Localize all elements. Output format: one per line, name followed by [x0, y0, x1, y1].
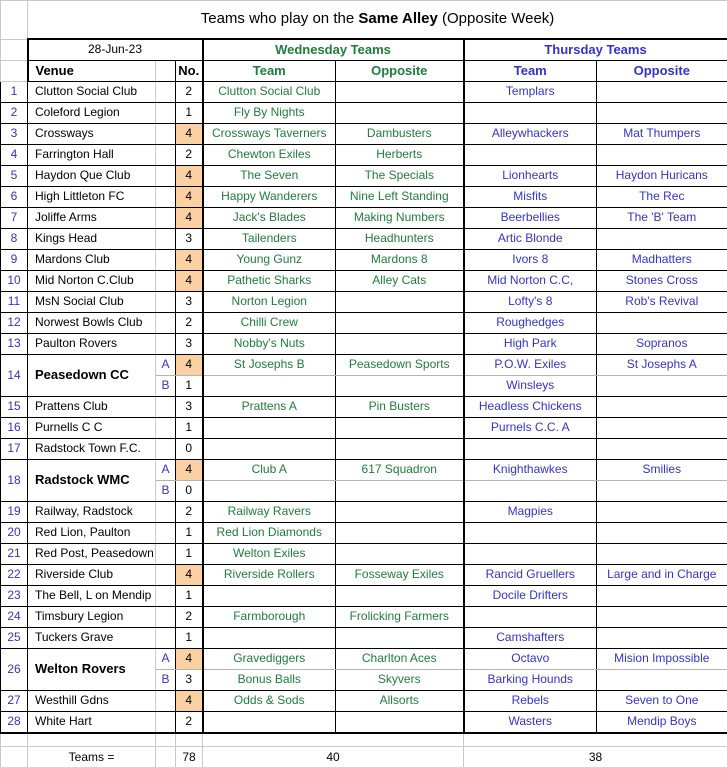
wed-opposite-cell[interactable] [336, 292, 464, 313]
wed-team-cell[interactable]: The Seven [203, 166, 336, 187]
ab-cell[interactable] [156, 439, 176, 460]
ab-cell[interactable] [156, 292, 176, 313]
thu-team-cell[interactable]: Rancid Gruellers [464, 565, 597, 586]
venue-cell[interactable]: Joliffe Arms [28, 208, 156, 229]
thu-opposite-cell[interactable]: Stones Cross [597, 271, 727, 292]
wed-team-cell[interactable]: Pathetic Sharks [203, 271, 336, 292]
wed-opposite-cell[interactable]: Pin Busters [336, 397, 464, 418]
venue-cell[interactable]: Radstock WMC [28, 460, 156, 502]
totals-gutter [1, 747, 28, 767]
no-cell[interactable]: 3 [176, 670, 203, 691]
thu-opposite-cell[interactable] [597, 397, 727, 418]
table-row [1, 586, 727, 607]
no-cell[interactable]: 3 [176, 229, 203, 250]
row-number[interactable]: 9 [1, 250, 28, 271]
thu-team-cell[interactable] [464, 523, 597, 544]
row-number[interactable]: 8 [1, 229, 28, 250]
wed-team-cell[interactable] [203, 376, 336, 397]
thu-opposite-cell[interactable]: Large and in Charge [597, 565, 727, 586]
wed-opposite-header[interactable]: Opposite [336, 61, 464, 82]
thu-team-header[interactable]: Team [464, 61, 597, 82]
wed-opposite-cell[interactable]: The Specials [336, 166, 464, 187]
thu-team-cell[interactable]: Alleywhackers [464, 124, 597, 145]
row-number[interactable]: 26 [1, 649, 28, 691]
no-cell[interactable]: 2 [176, 712, 203, 734]
no-cell[interactable]: 0 [176, 439, 203, 460]
venue-cell[interactable]: Red Post, Peasedown [28, 544, 156, 565]
venue-cell[interactable]: Prattens Club [28, 397, 156, 418]
table-row [1, 355, 727, 376]
no-cell[interactable]: 1 [176, 418, 203, 439]
no-cell[interactable]: 4 [176, 691, 203, 712]
thu-opposite-cell[interactable] [597, 502, 727, 523]
row-number[interactable]: 1 [1, 82, 28, 103]
title-suffix: (Opposite Week) [437, 10, 555, 28]
spacer-cell [176, 733, 203, 747]
wed-team-cell[interactable] [203, 586, 336, 607]
thu-opposite-cell[interactable] [597, 523, 727, 544]
wed-opposite-cell[interactable]: Alley Cats [336, 271, 464, 292]
thu-team-cell[interactable] [464, 103, 597, 124]
wed-opposite-cell[interactable] [336, 334, 464, 355]
thu-team-cell[interactable] [464, 439, 597, 460]
title-gutter [1, 1, 28, 40]
thu-opposite-cell[interactable]: St Josephs A [597, 355, 727, 376]
thu-team-cell[interactable]: Camshafters [464, 628, 597, 649]
ab-cell[interactable] [156, 166, 176, 187]
spacer-cell [28, 733, 156, 747]
wed-team-cell[interactable]: Railway Ravers [203, 502, 336, 523]
wed-team-cell[interactable] [203, 712, 336, 734]
thu-team-cell[interactable]: Artic Blonde [464, 229, 597, 250]
venue-cell[interactable]: Welton Rovers [28, 649, 156, 691]
wed-opposite-cell[interactable]: Making Numbers [336, 208, 464, 229]
wed-opposite-cell[interactable] [336, 502, 464, 523]
row-number[interactable]: 24 [1, 607, 28, 628]
wed-opposite-cell[interactable]: Frolicking Farmers [336, 607, 464, 628]
title-bold-part: Same Alley [358, 10, 438, 28]
wed-team-cell[interactable]: Prattens A [203, 397, 336, 418]
no-cell[interactable]: 3 [176, 292, 203, 313]
table-row [1, 691, 727, 712]
table-row [1, 565, 727, 586]
thu-team-cell[interactable]: Headless Chickens [464, 397, 597, 418]
venue-cell[interactable]: The Bell, L on Mendip [28, 586, 156, 607]
table-row [1, 124, 727, 145]
totals-no[interactable]: 78 [176, 747, 203, 767]
thu-team-cell[interactable]: Knighthawkes [464, 460, 597, 481]
ab-cell[interactable] [156, 712, 176, 734]
no-header[interactable]: No. [176, 61, 203, 82]
thu-opposite-cell[interactable] [597, 376, 727, 397]
wed-opposite-cell[interactable] [336, 82, 464, 103]
thursday-header[interactable]: Thursday Teams [464, 39, 727, 61]
thu-opposite-cell[interactable] [597, 103, 727, 124]
wed-opposite-cell[interactable] [336, 439, 464, 460]
ab-cell[interactable] [156, 313, 176, 334]
thu-team-cell[interactable]: Mid Norton C.C, [464, 271, 597, 292]
totals-wednesday[interactable]: 40 [203, 747, 464, 767]
ab-cell[interactable] [156, 208, 176, 229]
venue-cell[interactable]: Radstock Town F.C. [28, 439, 156, 460]
row-number[interactable]: 23 [1, 586, 28, 607]
thu-opposite-cell[interactable] [597, 439, 727, 460]
venue-cell[interactable]: Mid Norton C.Club [28, 271, 156, 292]
wed-opposite-cell[interactable]: Headhunters [336, 229, 464, 250]
ab-cell[interactable] [156, 586, 176, 607]
ab-cell[interactable] [156, 544, 176, 565]
wed-opposite-cell[interactable] [336, 481, 464, 502]
no-cell[interactable]: 2 [176, 145, 203, 166]
row-number[interactable]: 22 [1, 565, 28, 586]
no-cell[interactable]: 2 [176, 607, 203, 628]
thu-opposite-cell[interactable]: Haydon Huricans [597, 166, 727, 187]
table-row [1, 502, 727, 523]
row-number[interactable]: 2 [1, 103, 28, 124]
ab-cell[interactable] [156, 145, 176, 166]
thu-opposite-cell[interactable] [597, 628, 727, 649]
thu-team-cell[interactable] [464, 544, 597, 565]
wed-opposite-cell[interactable] [336, 544, 464, 565]
row-number[interactable]: 10 [1, 271, 28, 292]
wed-team-cell[interactable] [203, 439, 336, 460]
thu-team-cell[interactable]: P.O.W. Exiles [464, 355, 597, 376]
thu-team-cell[interactable]: Roughedges [464, 313, 597, 334]
no-cell[interactable]: 4 [176, 124, 203, 145]
venue-cell[interactable]: Norwest Bowls Club [28, 313, 156, 334]
wed-team-cell[interactable]: Chewton Exiles [203, 145, 336, 166]
venue-cell[interactable]: Railway, Radstock [28, 502, 156, 523]
no-cell[interactable]: 1 [176, 523, 203, 544]
venue-cell[interactable]: Mardons Club [28, 250, 156, 271]
no-cell[interactable]: 1 [176, 103, 203, 124]
no-cell[interactable]: 1 [176, 628, 203, 649]
wed-team-cell[interactable]: St Josephs B [203, 355, 336, 376]
thu-team-cell[interactable]: Rebels [464, 691, 597, 712]
ab-cell[interactable]: B [156, 376, 176, 397]
thu-opposite-cell[interactable]: Sopranos [597, 334, 727, 355]
wed-opposite-cell[interactable]: Allsorts [336, 691, 464, 712]
table-row [1, 460, 727, 481]
no-cell[interactable]: 4 [176, 355, 203, 376]
ab-cell[interactable] [156, 271, 176, 292]
ab-header[interactable] [156, 61, 176, 82]
row-number[interactable]: 25 [1, 628, 28, 649]
no-cell[interactable]: 1 [176, 586, 203, 607]
thu-team-cell[interactable]: High Park [464, 334, 597, 355]
row-number[interactable]: 20 [1, 523, 28, 544]
row-number[interactable]: 7 [1, 208, 28, 229]
ab-cell[interactable] [156, 397, 176, 418]
wed-team-cell[interactable]: Young Gunz [203, 250, 336, 271]
venue-cell[interactable]: White Hart [28, 712, 156, 734]
header-gutter-2 [1, 61, 28, 82]
ab-cell[interactable] [156, 628, 176, 649]
wed-team-cell[interactable]: Jack's Blades [203, 208, 336, 229]
venue-cell[interactable]: Kings Head [28, 229, 156, 250]
thu-team-cell[interactable]: Purnels C.C. A [464, 418, 597, 439]
table-row [1, 649, 727, 670]
table-row [1, 439, 727, 460]
thu-team-cell[interactable]: Magpies [464, 502, 597, 523]
wed-opposite-cell[interactable]: Nine Left Standing [336, 187, 464, 208]
row-number[interactable]: 27 [1, 691, 28, 712]
ab-cell[interactable] [156, 82, 176, 103]
ab-cell[interactable] [156, 187, 176, 208]
spacer-cell [1, 733, 28, 747]
thu-opposite-cell[interactable] [597, 418, 727, 439]
venue-header[interactable]: Venue [28, 61, 156, 82]
thu-opposite-cell[interactable]: Mendip Boys [597, 712, 727, 734]
thu-team-cell[interactable]: Winsleys [464, 376, 597, 397]
ab-cell[interactable]: A [156, 460, 176, 481]
ab-cell[interactable]: B [156, 481, 176, 502]
no-cell[interactable]: 3 [176, 397, 203, 418]
wed-opposite-cell[interactable] [336, 376, 464, 397]
thu-opposite-cell[interactable] [597, 481, 727, 502]
table-row [1, 334, 727, 355]
ab-cell[interactable] [156, 691, 176, 712]
header-gutter-1 [1, 39, 28, 61]
venue-cell[interactable]: Farrington Hall [28, 145, 156, 166]
wed-opposite-cell[interactable] [336, 523, 464, 544]
venue-cell[interactable]: Red Lion, Paulton [28, 523, 156, 544]
wed-opposite-cell[interactable]: Charlton Aces [336, 649, 464, 670]
table-row [1, 418, 727, 439]
venue-cell[interactable]: Timsbury Legion [28, 607, 156, 628]
no-cell[interactable]: 2 [176, 502, 203, 523]
thu-team-cell[interactable]: Barking Hounds [464, 670, 597, 691]
table-row [1, 607, 727, 628]
thu-opposite-cell[interactable] [597, 607, 727, 628]
table-row [1, 145, 727, 166]
ab-cell[interactable] [156, 523, 176, 544]
wed-team-cell[interactable]: Odds & Sods [203, 691, 336, 712]
wed-opposite-cell[interactable]: Peasedown Sports [336, 355, 464, 376]
ab-cell[interactable] [156, 565, 176, 586]
row-number[interactable]: 18 [1, 460, 28, 502]
no-cell[interactable]: 4 [176, 649, 203, 670]
wed-team-cell[interactable]: Bonus Balls [203, 670, 336, 691]
ab-cell[interactable] [156, 124, 176, 145]
venue-cell[interactable]: High Littleton FC [28, 187, 156, 208]
no-cell[interactable]: 4 [176, 271, 203, 292]
no-cell[interactable]: 2 [176, 82, 203, 103]
row-number[interactable]: 5 [1, 166, 28, 187]
thu-team-cell[interactable] [464, 481, 597, 502]
wed-opposite-cell[interactable]: Skyvers [336, 670, 464, 691]
wed-team-cell[interactable]: Welton Exiles [203, 544, 336, 565]
ab-cell[interactable] [156, 607, 176, 628]
wed-opposite-cell[interactable] [336, 103, 464, 124]
thu-team-cell[interactable]: Lofty's 8 [464, 292, 597, 313]
wed-team-cell[interactable]: Gravediggers [203, 649, 336, 670]
venue-cell[interactable]: Riverside Club [28, 565, 156, 586]
table-row [1, 187, 727, 208]
thu-opposite-cell[interactable] [597, 145, 727, 166]
wed-team-header[interactable]: Team [203, 61, 336, 82]
ab-cell[interactable]: B [156, 670, 176, 691]
venue-cell[interactable]: MsN Social Club [28, 292, 156, 313]
totals-label[interactable]: Teams = [28, 747, 156, 767]
thu-opposite-header[interactable]: Opposite [597, 61, 727, 82]
no-cell[interactable]: 2 [176, 313, 203, 334]
table-row [1, 544, 727, 565]
row-number[interactable]: 6 [1, 187, 28, 208]
wed-team-cell[interactable]: Club A [203, 460, 336, 481]
row-number[interactable]: 21 [1, 544, 28, 565]
venue-cell[interactable]: Purnells C C [28, 418, 156, 439]
row-number[interactable]: 19 [1, 502, 28, 523]
venue-cell[interactable]: Paulton Rovers [28, 334, 156, 355]
thu-team-cell[interactable]: Wasters [464, 712, 597, 734]
wed-opposite-cell[interactable] [336, 586, 464, 607]
wed-team-cell[interactable]: Norton Legion [203, 292, 336, 313]
venue-cell[interactable]: Tuckers Grave [28, 628, 156, 649]
thu-team-cell[interactable]: Docile Drifters [464, 586, 597, 607]
thu-opposite-cell[interactable]: The Rec [597, 187, 727, 208]
ab-cell[interactable] [156, 250, 176, 271]
thu-opposite-cell[interactable]: Smilies [597, 460, 727, 481]
wed-team-cell[interactable] [203, 481, 336, 502]
ab-cell[interactable] [156, 229, 176, 250]
table-row [1, 292, 727, 313]
no-cell[interactable]: 1 [176, 376, 203, 397]
no-cell[interactable]: 4 [176, 460, 203, 481]
wed-opposite-cell[interactable]: 617 Squadron [336, 460, 464, 481]
wed-team-cell[interactable]: Nobby's Nuts [203, 334, 336, 355]
wednesday-header[interactable]: Wednesday Teams [203, 39, 464, 61]
thu-opposite-cell[interactable] [597, 586, 727, 607]
thu-opposite-cell[interactable] [597, 313, 727, 334]
no-cell[interactable]: 4 [176, 166, 203, 187]
table-row [1, 229, 727, 250]
table-row [1, 313, 727, 334]
spacer-cell [203, 733, 464, 747]
ab-cell[interactable]: A [156, 355, 176, 376]
wed-team-cell[interactable]: Happy Wanderers [203, 187, 336, 208]
table-row [1, 523, 727, 544]
spacer-cell [464, 733, 727, 747]
table-row [1, 271, 727, 292]
row-number[interactable]: 17 [1, 439, 28, 460]
wed-opposite-cell[interactable] [336, 313, 464, 334]
table-row [1, 712, 727, 734]
wed-opposite-cell[interactable]: Herberts [336, 145, 464, 166]
thu-team-cell[interactable]: Lionhearts [464, 166, 597, 187]
no-cell[interactable]: 4 [176, 187, 203, 208]
wed-team-cell[interactable] [203, 418, 336, 439]
row-number[interactable]: 16 [1, 418, 28, 439]
thu-opposite-cell[interactable]: Seven to One [597, 691, 727, 712]
thu-opposite-cell[interactable]: The 'B' Team [597, 208, 727, 229]
thu-team-cell[interactable]: Templars [464, 82, 597, 103]
row-number[interactable]: 12 [1, 313, 28, 334]
ab-cell[interactable] [156, 103, 176, 124]
wed-team-cell[interactable] [203, 628, 336, 649]
thu-opposite-cell[interactable]: Madhatters [597, 250, 727, 271]
thu-opposite-cell[interactable]: Rob's Revival [597, 292, 727, 313]
thu-opposite-cell[interactable]: Mision Impossible [597, 649, 727, 670]
thu-opposite-cell[interactable]: Mat Thumpers [597, 124, 727, 145]
thu-team-cell[interactable]: Beerbellies [464, 208, 597, 229]
no-cell[interactable]: 4 [176, 565, 203, 586]
thu-opposite-cell[interactable] [597, 229, 727, 250]
venue-cell[interactable]: Haydon Que Club [28, 166, 156, 187]
title-prefix: Teams who play on the [200, 10, 359, 28]
row-number[interactable]: 14 [1, 355, 28, 397]
no-cell[interactable]: 1 [176, 544, 203, 565]
venue-cell[interactable]: Westhill Gdns [28, 691, 156, 712]
ab-cell[interactable]: A [156, 649, 176, 670]
ab-cell[interactable] [156, 502, 176, 523]
wed-opposite-cell[interactable]: Mardons 8 [336, 250, 464, 271]
wed-team-cell[interactable]: Tailenders [203, 229, 336, 250]
table-row [1, 250, 727, 271]
venue-cell[interactable]: Clutton Social Club [28, 82, 156, 103]
ab-cell[interactable] [156, 418, 176, 439]
wed-team-cell[interactable]: Farmborough [203, 607, 336, 628]
wed-team-cell[interactable]: Chilli Crew [203, 313, 336, 334]
row-number[interactable]: 28 [1, 712, 28, 734]
wed-opposite-cell[interactable] [336, 418, 464, 439]
wed-team-cell[interactable]: Riverside Rollers [203, 565, 336, 586]
totals-ab-cell[interactable] [156, 747, 176, 767]
row-number[interactable]: 4 [1, 145, 28, 166]
thu-opposite-cell[interactable] [597, 544, 727, 565]
wed-team-cell[interactable]: Clutton Social Club [203, 82, 336, 103]
totals-thursday[interactable]: 38 [464, 747, 727, 767]
no-cell[interactable]: 0 [176, 481, 203, 502]
wed-opposite-cell[interactable] [336, 712, 464, 734]
no-cell[interactable]: 4 [176, 208, 203, 229]
row-number[interactable]: 3 [1, 124, 28, 145]
thu-opposite-cell[interactable] [597, 82, 727, 103]
thu-team-cell[interactable] [464, 145, 597, 166]
table-row [1, 397, 727, 418]
row-number[interactable]: 11 [1, 292, 28, 313]
row-number[interactable]: 15 [1, 397, 28, 418]
thu-team-cell[interactable]: Misfits [464, 187, 597, 208]
date-cell[interactable]: 28-Jun-23 [28, 39, 203, 61]
table-row [1, 166, 727, 187]
thu-team-cell[interactable]: Octavo [464, 649, 597, 670]
wed-opposite-cell[interactable]: Dambusters [336, 124, 464, 145]
wed-team-cell[interactable]: Crossways Taverners [203, 124, 336, 145]
row-number[interactable]: 13 [1, 334, 28, 355]
table-row [1, 208, 727, 229]
table-row [1, 82, 727, 103]
wed-opposite-cell[interactable]: Fosseway Exiles [336, 565, 464, 586]
no-cell[interactable]: 3 [176, 334, 203, 355]
table-row [1, 103, 727, 124]
venue-cell[interactable]: Coleford Legion [28, 103, 156, 124]
venue-cell[interactable]: Peasedown CC [28, 355, 156, 397]
wed-team-cell[interactable]: Red Lion Diamonds [203, 523, 336, 544]
wed-team-cell[interactable]: Fly By Nights [203, 103, 336, 124]
ab-cell[interactable] [156, 334, 176, 355]
venue-cell[interactable]: Crossways [28, 124, 156, 145]
spacer-cell [156, 733, 176, 747]
page-title[interactable] [28, 1, 727, 40]
wed-opposite-cell[interactable] [336, 628, 464, 649]
thu-opposite-cell[interactable] [597, 670, 727, 691]
table-row [1, 628, 727, 649]
thu-team-cell[interactable]: Ivors 8 [464, 250, 597, 271]
no-cell[interactable]: 4 [176, 250, 203, 271]
thu-team-cell[interactable] [464, 607, 597, 628]
